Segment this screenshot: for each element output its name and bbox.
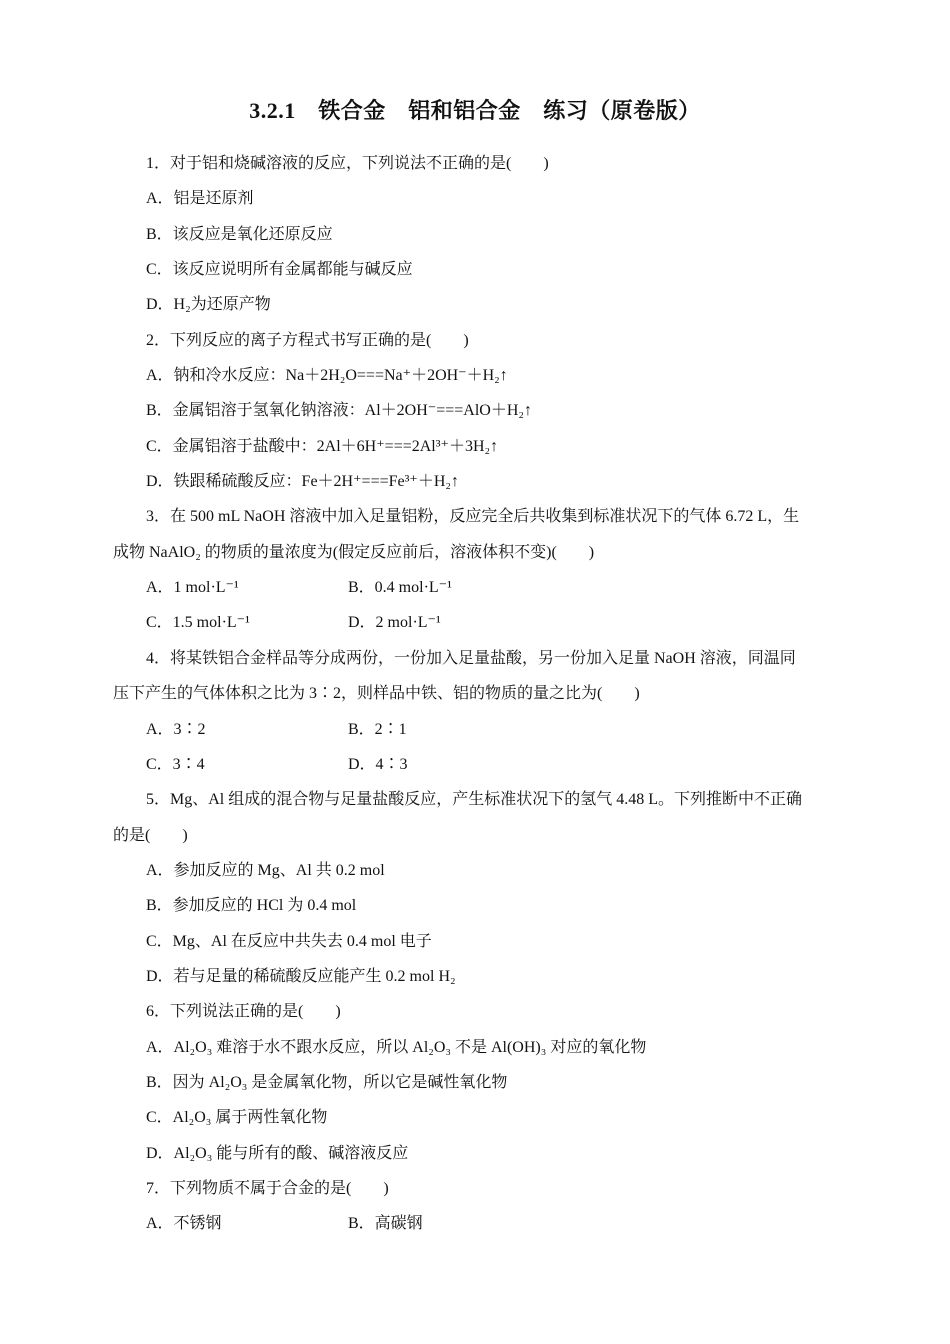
document-body	[113, 146, 838, 1242]
q1-option-d: D．H₂为还原产物	[146, 296, 271, 314]
q3-option-b: B．0.4 mol·L⁻¹	[348, 579, 452, 597]
q3-option-c: C．1.5 mol·L⁻¹	[146, 614, 250, 632]
question-5-stem-cont: 的是( )	[113, 826, 188, 844]
q1-option-b: B．该反应是氧化还原反应	[146, 225, 333, 243]
q4-option-d: D．4∶3	[348, 755, 408, 773]
q4-option-c: C．3∶4	[146, 755, 205, 773]
q4-option-b: B．2∶1	[348, 720, 407, 738]
q2-option-a: A．钠和冷水反应：Na＋2H₂O===Na⁺＋2OH⁻＋H₂↑	[146, 367, 508, 385]
q5-option-d: D．若与足量的稀硫酸反应能产生 0.2 mol H₂	[146, 967, 456, 985]
page-title: 3.2.1 铁合金 铝和铝合金 练习（原卷版）	[249, 98, 701, 123]
question-3-stem: 3．在 500 mL NaOH 溶液中加入足量铝粉，反应完全后共收集到标准状况下的气体 6.72 L，生	[146, 508, 800, 526]
q6-option-c: C．Al₂O₃ 属于两性氧化物	[146, 1109, 328, 1127]
q2-option-c: C．金属铝溶于盐酸中：2Al＋6H⁺===2Al³⁺＋3H₂↑	[146, 437, 499, 455]
question-1-stem: 1．对于铝和烧碱溶液的反应，下列说法不正确的是( )	[146, 155, 549, 172]
q3-options-row-2	[113, 605, 838, 640]
q4-options-row-2	[113, 747, 838, 782]
q3-option-d: D．2 mol·L⁻¹	[348, 614, 441, 632]
q5-option-b: B．参加反应的 HCl 为 0.4 mol	[146, 897, 357, 915]
question-3-stem-cont: 成物 NaAlO₂ 的物质的量浓度为(假定反应前后，溶液体积不变)( )	[113, 543, 595, 561]
q6-option-d: D．Al₂O₃ 能与所有的酸、碱溶液反应	[146, 1144, 409, 1162]
q7-option-b: B．高碳钢	[348, 1215, 423, 1233]
question-2-stem: 2．下列反应的离子方程式书写正确的是( )	[146, 331, 469, 349]
q4-options-row-1	[113, 712, 838, 747]
q6-option-b: B．因为 Al₂O₃ 是金属氧化物，所以它是碱性氧化物	[146, 1073, 508, 1091]
q1-option-c: C．该反应说明所有金属都能与碱反应	[146, 261, 413, 279]
q7-option-a: A．不锈钢	[146, 1215, 222, 1233]
question-5-stem: 5．Mg、Al 组成的混合物与足量盐酸反应，产生标准状况下的氢气 4.48 L。下列推断中不正确	[146, 791, 803, 809]
q7-options-row-1	[113, 1206, 838, 1241]
q4-option-a: A．3∶2	[146, 720, 206, 738]
question-4-stem-cont: 压下产生的气体体积之比为 3∶2，则样品中铁、铝的物质的量之比为( )	[113, 685, 640, 703]
q3-options-row-1	[113, 570, 838, 605]
q5-option-a: A．参加反应的 Mg、Al 共 0.2 mol	[146, 861, 385, 879]
question-4-stem: 4．将某铁铝合金样品等分成两份，一份加入足量盐酸，另一份加入足量 NaOH 溶液，同温同	[146, 649, 796, 667]
q5-option-c: C．Mg、Al 在反应中共失去 0.4 mol 电子	[146, 932, 432, 950]
question-6-stem: 6．下列说法正确的是( )	[146, 1003, 341, 1021]
q2-option-d: D．铁跟稀硫酸反应：Fe＋2H⁺===Fe³⁺＋H₂↑	[146, 473, 460, 491]
q6-option-a: A．Al₂O₃ 难溶于水不跟水反应，所以 Al₂O₃ 不是 Al(OH)₃ 对应的氧化物	[146, 1038, 647, 1056]
q1-option-a: A．铝是还原剂	[146, 190, 254, 208]
question-7-stem: 7．下列物质不属于合金的是( )	[146, 1179, 389, 1197]
q2-option-b: B．金属铝溶于氢氧化钠溶液：Al＋2OH⁻===AlO＋H₂↑	[146, 402, 532, 420]
q3-option-a: A．1 mol·L⁻¹	[146, 579, 239, 597]
